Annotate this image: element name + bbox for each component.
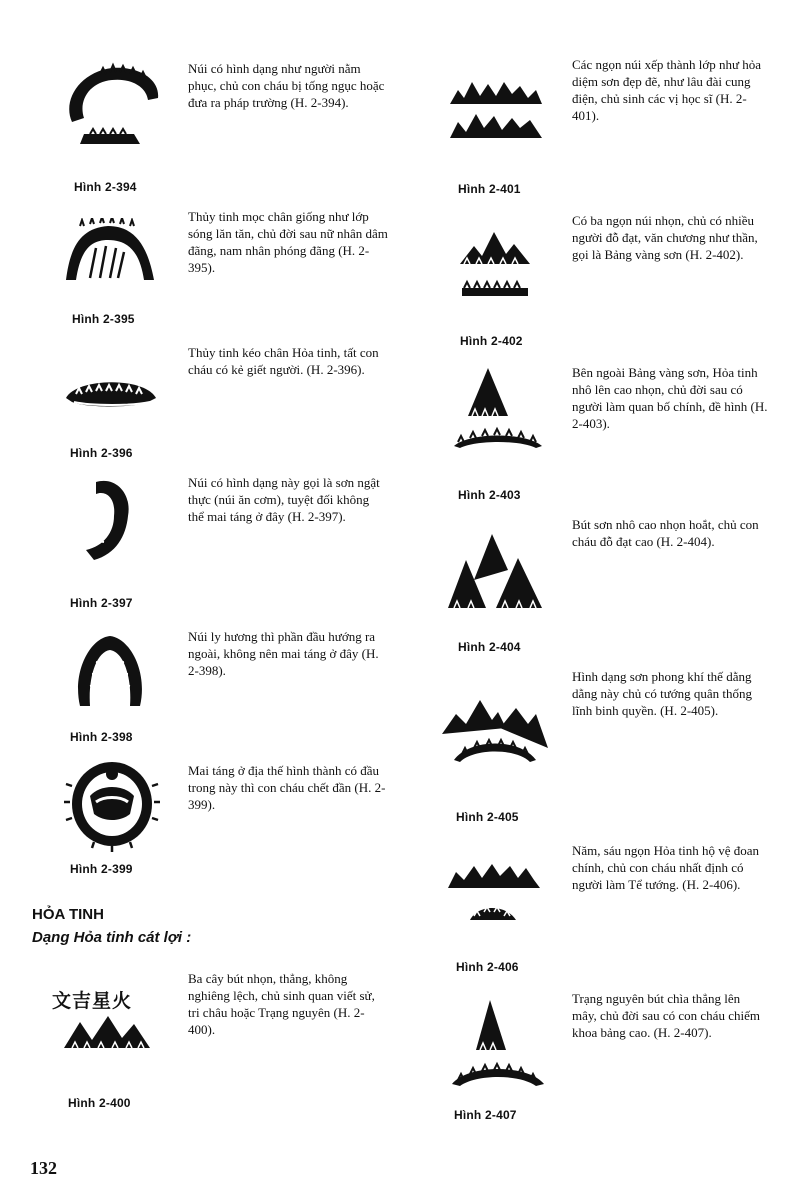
figure-caption: Hình 2-400 <box>68 1096 131 1110</box>
figure-description: Ba cây bút nhọn, thẳng, không nghiêng lệch, chủ sinh quan viết sử, tri châu hoặc Trạng nguyên (H. 2-400). <box>188 971 375 1037</box>
figure-description: Bên ngoài Bảng vàng sơn, Hỏa tinh nhô lên cao nhọn, chủ đời sau có người làm quan bố chính, đề hình (H. 2-403). <box>572 365 768 431</box>
figure-caption: Hình 2-402 <box>460 334 523 348</box>
figure-2-396 <box>62 372 162 412</box>
figure-caption: Hình 2-399 <box>70 862 133 876</box>
figure-2-394 <box>60 60 170 160</box>
figure-description: Mai táng ở địa thế hình thành có đầu trong này thì con cháu chết đần (H. 2-399). <box>188 763 386 812</box>
figure-caption: Hình 2-404 <box>458 640 521 654</box>
figure-2-400 <box>62 1012 152 1052</box>
figure-caption: Hình 2-394 <box>74 180 137 194</box>
figure-2-399 <box>64 756 160 852</box>
figure-description: Trạng nguyên bút chìa thẳng lên mây, chủ đời sau có con cháu chiếm khoa bảng cao. (H. 2-407). <box>572 991 760 1040</box>
figure-characters: 文吉星火 <box>52 990 133 1012</box>
figure-2-401 <box>446 74 546 144</box>
figure-description: Bút sơn nhô cao nhọn hoắt, chủ con cháu đỗ đạt cao (H. 2-404). <box>572 517 759 549</box>
figure-description: Núi ly hương thì phần đầu hướng ra ngoài, không nên mai táng ở đây (H. 2-398). <box>188 629 379 678</box>
figure-2-395 <box>60 218 160 288</box>
figure-description: Hình dạng sơn phong khí thế dằng dằng này chủ có tướng quân thống lĩnh binh quyền. (H. 2-405). <box>572 669 752 718</box>
figure-caption: Hình 2-405 <box>456 810 519 824</box>
page-number: 132 <box>30 1158 57 1178</box>
figure-caption: Hình 2-406 <box>456 960 519 974</box>
section-subtitle: Dạng Hỏa tinh cát lợi : <box>32 929 192 946</box>
figure-2-405 <box>440 694 550 764</box>
figure-description: Có ba ngọn núi nhọn, chủ có nhiều người đỗ đạt, văn chương như thần, gọi là Bảng vàng sơn (H. 2-402). <box>572 213 758 262</box>
figure-2-406 <box>444 858 544 926</box>
figure-2-397 <box>76 476 146 566</box>
figure-caption: Hình 2-395 <box>72 312 135 326</box>
figure-description: Núi có hình dạng như người nằm phục, chủ con cháu bị tống ngục hoặc đưa ra pháp trường (H. 2-394). <box>188 61 385 110</box>
figure-caption: Hình 2-396 <box>70 446 133 460</box>
figure-description: Núi có hình dạng này gọi là sơn ngật thực (núi ăn cơm), tuyệt đối không thể mai táng ở đây (H. 2-397). <box>188 475 380 524</box>
figure-caption: Hình 2-397 <box>70 596 133 610</box>
figure-caption: Hình 2-403 <box>458 488 521 502</box>
figure-2-403 <box>450 366 546 452</box>
figure-2-404 <box>446 530 546 610</box>
figure-caption: Hình 2-407 <box>454 1108 517 1122</box>
figure-description: Thủy tinh kéo chân Hỏa tinh, tất con cháu có kẻ giết người. (H. 2-396). <box>188 345 379 377</box>
figure-2-398 <box>70 632 150 712</box>
figure-description: Các ngọn núi xếp thành lớp như hỏa diệm sơn đẹp đẽ, như lâu đài cung điện, chủ sinh các vị học sĩ (H. 2-401). <box>572 57 762 123</box>
section-title: HỎA TINH <box>32 906 104 923</box>
figure-description: Thủy tinh mọc chân giống như lớp sóng lăn tăn, chủ đời sau nữ nhân dâm đãng, nam nhân phóng đãng (H. 2-395). <box>188 209 388 275</box>
figure-2-402 <box>456 228 536 304</box>
figure-caption: Hình 2-398 <box>70 730 133 744</box>
figure-2-407 <box>448 998 548 1088</box>
figure-caption: Hình 2-401 <box>458 182 521 196</box>
figure-description: Năm, sáu ngọn Hỏa tinh hộ vệ đoan chính, chủ con cháu nhất định có người làm Tể tướng. (H. 2-406). <box>572 843 760 892</box>
